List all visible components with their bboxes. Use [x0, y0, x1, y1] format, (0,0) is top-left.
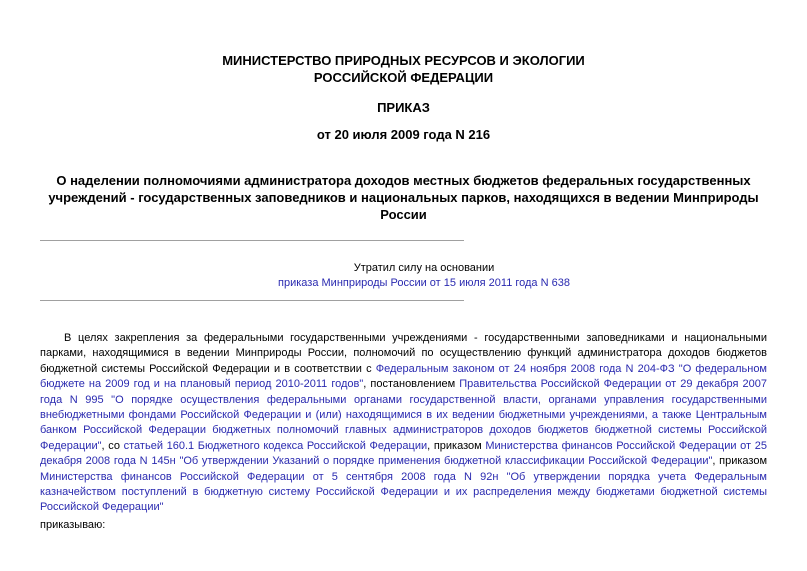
- preamble-text-2: , постановлением: [363, 378, 460, 391]
- divider-top: [40, 240, 464, 241]
- order-word: приказываю:: [40, 519, 106, 531]
- repeal-link[interactable]: приказа Минприроды России от 15 июля 2011 года N 638: [278, 277, 570, 289]
- divider-bottom: [40, 300, 464, 301]
- preamble-text-3: , со: [101, 439, 124, 452]
- preamble-paragraph: [40, 331, 767, 516]
- doc-date: от 20 июля 2009 года N 216: [316, 127, 491, 142]
- doc-title: О наделении полномочиями администратора доходов местных бюджетов федеральных государственных учреждений - государственных заповедников и национальных парков, находящихся в ведении Минприроды России: [48, 173, 759, 222]
- ministry-name: [0, 52, 807, 86]
- link-minfin-order-145n[interactable]: Министерства финансов Российской Федерации от 25 декабря 2008 года N 145н "Об утверждении Указаний о порядке применения бюджетной классификации Российской Федерации": [40, 439, 767, 468]
- link-government-decree-995[interactable]: Правительства Российской Федерации от 29 декабря 2007 года N 995 "О порядке осуществления федеральными органами государственной власти, органами управления государственными внебюджетными фондами Российской Федерации и (или) находящимися в их ведении бюджетными учреждениями, а также Центральным банком Российской Федерации бюджетных полномочий главных администраторов доходов бюджетов бюджетной системы Российской Федерации": [40, 378, 768, 452]
- preamble-text-1: В целях закрепления за федеральными государственными учреждениями - государственными заповедниками и национальными парками, находящимися в ведении Минприроды России, полномочий по осуществлению функций администратора доходов бюджетов бюджетной системы Российской Федерации и в соответствии с: [40, 332, 767, 375]
- link-budget-code-160-1[interactable]: статьей 160.1 Бюджетного кодекса Российской Федерации: [123, 439, 428, 452]
- preamble-text-5: , приказом: [712, 455, 768, 468]
- link-federal-law-204[interactable]: Федеральным законом от 24 ноября 2008 года N 204-ФЗ "О федеральном бюджете на 2009 год и на плановый период 2010-2011 годов": [40, 362, 767, 391]
- ministry-line-1: МИНИСТЕРСТВО ПРИРОДНЫХ РЕСУРСОВ И ЭКОЛОГИИ: [222, 53, 585, 68]
- ministry-line-2: РОССИЙСКОЙ ФЕДЕРАЦИИ: [313, 70, 494, 85]
- doc-type: ПРИКАЗ: [377, 100, 430, 115]
- link-minfin-order-92n[interactable]: Министерства финансов Российской Федерации от 5 сентября 2008 года N 92н "Об утверждении порядка учета Федеральным казначейством поступлений в бюджетную систему Российской Федерации и их распределения между бюджетами бюджетной системы Российской Федерации": [40, 470, 767, 514]
- preamble-text-4: , приказом: [427, 439, 486, 452]
- repeal-label: Утратил силу на основании: [353, 262, 495, 274]
